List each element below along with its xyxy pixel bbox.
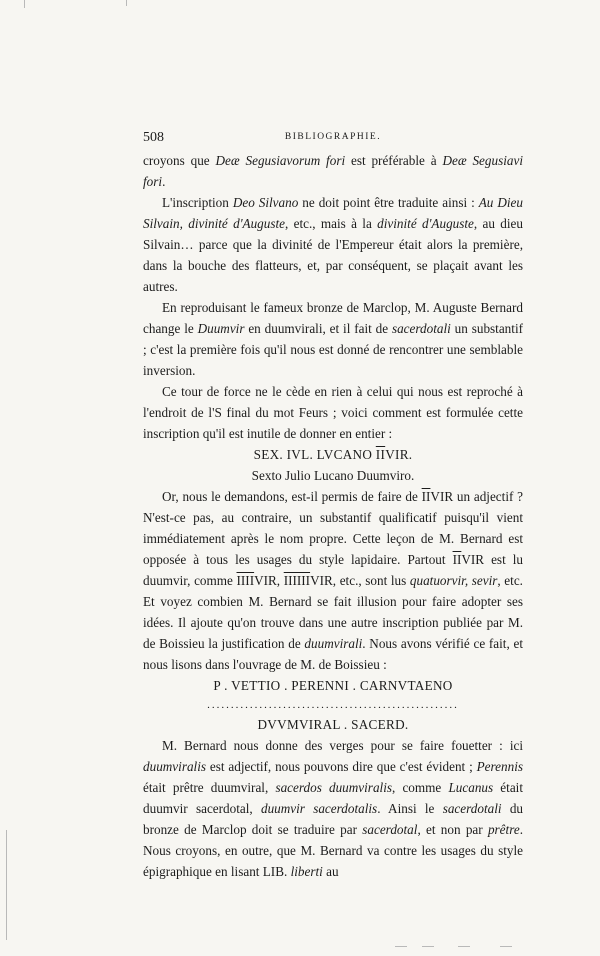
- text-run: . Nous avons vérifié ce fait, et nous lisons dans l'ouvrage de M. de Boissieu :: [143, 636, 523, 672]
- text-run: , au dieu Silvain… parce que la divinité de l'Empereur était alors la première, dans la bouche des flatteurs, et, par conséquent, se plaçait avant les autres.: [143, 216, 524, 294]
- italic-text: sacerdotali: [442, 801, 502, 816]
- text-run: VIR un adjectif ? N'est-ce pas, au contraire, un substantif qualificatif puisqu'il vient immédiatement après le nom propre. Cette leçon de M. Bernard est opposée à tous les usages du style lapidaire. Partout: [143, 489, 523, 567]
- scan-edge-mark: [126, 0, 127, 6]
- italic-text: Deæ Segusiavorum fori: [215, 153, 346, 168]
- text-run: VIR.: [385, 447, 413, 462]
- text-run: En reproduisant le fameux bronze de Marclop, M. Auguste Bernard change le: [143, 300, 523, 336]
- ellipsis-line: [143, 696, 523, 714]
- scan-edge-mark: [6, 830, 7, 940]
- text-run: croyons que: [143, 153, 216, 168]
- text-run: VIR,: [254, 573, 284, 588]
- text-run: ne doit point être traduite ainsi :: [298, 195, 479, 210]
- italic-text: Perennis: [476, 759, 523, 774]
- text-run: est préférable à: [345, 153, 443, 168]
- overlined-numeral: $\overline{II}$: [452, 552, 462, 567]
- text-run: VIR, etc., sont lus: [310, 573, 410, 588]
- italic-text: Au Dieu Silvain, divinité d'Auguste: [143, 195, 523, 231]
- text-run: . Nous croyons, en outre, que M. Bernard va contre les usages du style épigraphique en lisant LIB.: [143, 822, 523, 879]
- italic-text: sacerdotali: [391, 321, 451, 336]
- italic-text: liberti: [290, 864, 323, 879]
- italic-text: sacerdotal: [362, 822, 418, 837]
- italic-text: duumvirali: [304, 636, 363, 651]
- scan-edge-mark: [395, 946, 407, 947]
- paragraph: [143, 150, 523, 192]
- scan-edge-mark: [422, 946, 434, 947]
- paragraph: [143, 297, 523, 381]
- paragraph: [143, 465, 523, 486]
- overlined-numeral: $\overline{II}$: [421, 489, 431, 504]
- book-page: [143, 130, 523, 882]
- inscription-line: [143, 714, 523, 735]
- paragraph: [143, 192, 523, 297]
- italic-text: duumvir sacerdotalis: [260, 801, 378, 816]
- italic-text: prêtre: [487, 822, 520, 837]
- scan-edge-mark: [458, 946, 470, 947]
- italic-text: quatuorvir, sevir: [409, 573, 498, 588]
- text-run: , comme: [392, 780, 449, 795]
- italic-text: Deæ Segusiavi fori: [143, 153, 523, 189]
- paragraph: [143, 735, 523, 882]
- text-run: .....................................................: [207, 699, 459, 711]
- text-run: est adjectif, nous pouvons dire que c'est évident ;: [206, 759, 477, 774]
- italic-text: Duumvir: [197, 321, 245, 336]
- text-run: était duumvir sacerdotal,: [143, 780, 523, 816]
- inscription-line: [143, 675, 523, 696]
- italic-text: divinité d'Auguste: [377, 216, 474, 231]
- text-run: , etc., mais à la: [285, 216, 378, 231]
- text-run: M. Bernard nous donne des verges pour se faire fouetter : ici: [162, 738, 523, 753]
- text-run: VIR est lu duumvir, comme: [143, 552, 523, 588]
- scan-edge-mark: [24, 0, 25, 8]
- italic-text: sacerdos duumviralis: [275, 780, 392, 795]
- text-run: Or, nous le demandons, est-il permis de faire de: [162, 489, 422, 504]
- text-run: en duumvirali, et il fait de: [244, 321, 392, 336]
- overlined-numeral: IIIIII: [283, 573, 311, 588]
- paragraph: [143, 486, 523, 675]
- text-run: . Ainsi le: [377, 801, 443, 816]
- inscription-line: [143, 444, 523, 465]
- text-run: L'inscription: [162, 195, 233, 210]
- italic-text: Deo Silvano: [232, 195, 299, 210]
- body-text: [143, 150, 523, 882]
- scan-edge-mark: [500, 946, 512, 947]
- text-run: au: [322, 864, 339, 879]
- overlined-numeral: $\overline{II}$: [375, 447, 386, 462]
- text-run: , et non par: [417, 822, 488, 837]
- text-run: Ce tour de force ne le cède en rien à celui qui nous est reproché à l'endroit de l'S final du mot Feurs ; voici comment est formulée cette inscription qu'il est inutile de donner en entier :: [143, 384, 523, 441]
- text-run: un substantif ; c'est la première fois qu'il nous est donné de rencontrer une semblable inversion.: [143, 321, 523, 378]
- running-head: [143, 130, 523, 150]
- text-run: DVVMVIRAL . SACERD.: [257, 717, 409, 732]
- text-run: .: [162, 174, 166, 189]
- running-title: BIBLIOGRAPHIE.: [284, 132, 382, 142]
- paragraph: [143, 381, 523, 444]
- italic-text: duumviralis: [143, 759, 207, 774]
- text-run: P . VETTIO . PERENNI . CARNVTAENO: [213, 678, 453, 693]
- text-run: était prêtre duumviral,: [143, 780, 276, 795]
- italic-text: Lucanus: [448, 780, 494, 795]
- text-run: du bronze de Marclop doit se traduire par: [143, 801, 524, 837]
- overlined-numeral: IIII: [236, 573, 255, 588]
- text-run: Sexto Julio Lucano Duumviro.: [251, 468, 415, 483]
- text-run: , etc. Et voyez combien M. Bernard se fait illusion pour faire adopter ses idées. Il ajoute qu'on trouve dans une autre inscription publiée par M. de Boissieu la justification de: [143, 573, 523, 651]
- page-number: 508: [143, 130, 164, 145]
- text-run: SEX. IVL. LVCANO: [253, 447, 376, 462]
